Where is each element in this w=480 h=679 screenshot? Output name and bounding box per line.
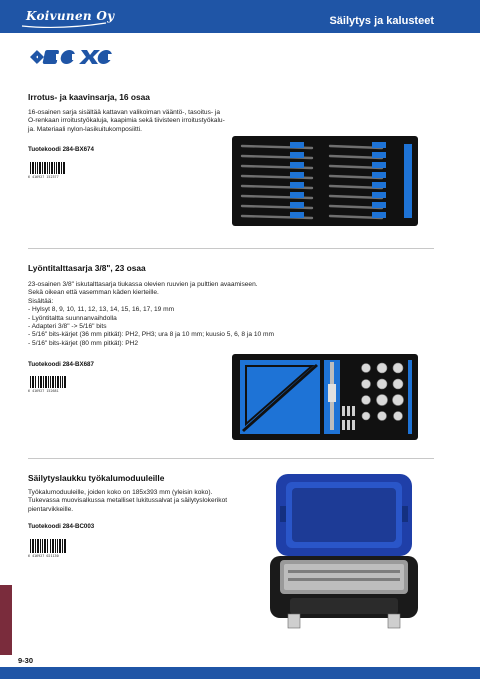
- product-title: Irrotus- ja kaavinsarja, 16 osaa: [28, 92, 150, 102]
- product-description: Työkalumoduuleille, joiden koko on 185x393 mm (yleisin koko). Tukevassa muovisalkussa metalliset lukitussalvat ja säilytyslokerikot pientarvikkeille.: [28, 489, 228, 513]
- product-description: 23-osainen 3/8" iskutalttasarja tiukassa olevien ruuvien ja pulttien avaamiseen. Sekä oikean että vasemman käden kierteille. Sisältää: - Hylsyt 8, 9, 10, 11, 12, 13, 14, 15, 16, 17, 19 mm - Lyöntitaltta suunnanvaihdolla - Adapteri 3/8" -> 5/16" bits - 5/16" bits-kärjet (36 mm pitkät): PH2, PH3; ura 8 ja 10 mm; kuusio 5, 6, 8 ja 10 mm - 5/16" bits-kärjet (80 mm pitkät): PH2: [28, 281, 275, 347]
- section-divider: [28, 248, 434, 249]
- barcode: [28, 162, 68, 174]
- product-image-storage-case: [266, 470, 422, 636]
- brand-swoosh-icon: [20, 20, 110, 30]
- product-title: Säilytyslaukku työkalumoduuleille: [28, 473, 165, 483]
- barcode: [28, 376, 68, 388]
- product-code: Tuotekoodi 284-BX674: [28, 146, 94, 153]
- boxo-logo: [28, 47, 118, 67]
- section-divider: [28, 458, 434, 459]
- chapter-tab: [0, 585, 12, 655]
- barcode-digits: 6 416927 021130: [28, 554, 59, 558]
- product-image-impact-driver-tray: [232, 354, 418, 440]
- page-footer: [0, 667, 480, 679]
- product-image-pry-bar-tray: [232, 136, 418, 226]
- product-title: Lyöntitalttasarja 3/8", 23 osaa: [28, 263, 146, 273]
- product-code: Tuotekoodi 284-BX687: [28, 361, 94, 368]
- product-code: Tuotekoodi 284-BC003: [28, 523, 95, 530]
- page-number: 9-30: [18, 656, 34, 665]
- barcode-digits: 6 416927 152681: [28, 389, 59, 393]
- barcode: [28, 539, 68, 553]
- brand-name: Koivunen Oy: [26, 9, 115, 23]
- product-description: 16-osainen sarja sisältää kattavan valikoiman vääntö-, tasoitus- ja O-renkaan irroitustyökaluja, kaapimia sekä tiivisteen irroitustyökalu- ja. Materiaali nylon-lasikuitukomposiitti.: [28, 109, 225, 133]
- barcode-digits: 6 416927 152377: [28, 175, 59, 179]
- section-title: Säilytys ja kalusteet: [329, 15, 434, 27]
- page-header: [0, 0, 480, 33]
